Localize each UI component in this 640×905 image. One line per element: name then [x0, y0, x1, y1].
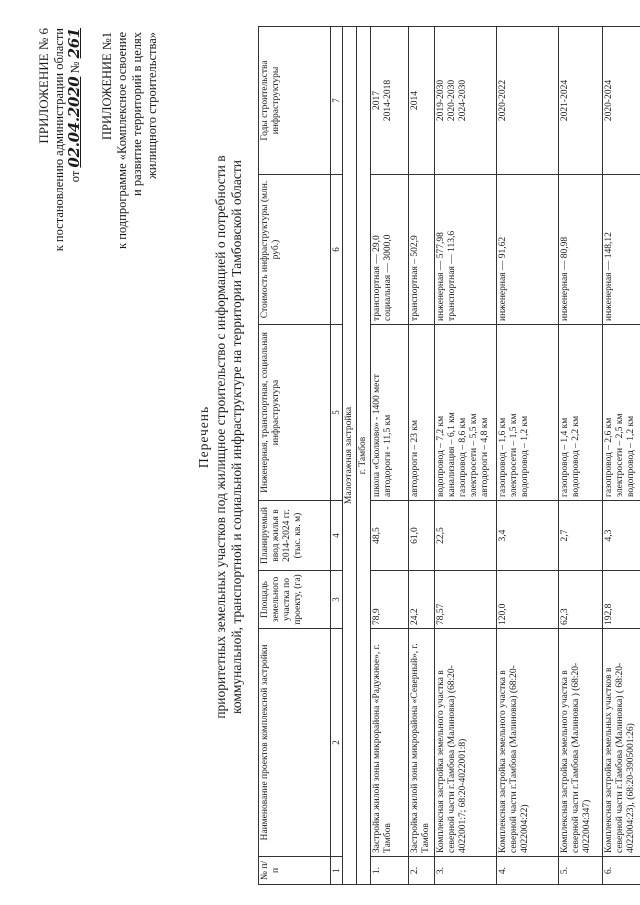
- header-row: [259, 27, 331, 885]
- section-title: Малоэтажная застройка: [343, 27, 357, 885]
- housing-cell: [371, 501, 409, 571]
- column-number: 3: [331, 571, 343, 629]
- housing-cell: [435, 501, 497, 571]
- cell-line: канализация – 6,1 км: [447, 412, 457, 497]
- cell-line: 2,7: [560, 529, 570, 542]
- number-sign: №: [68, 61, 82, 74]
- housing-cell: [559, 501, 603, 571]
- cell-line: 2024-2030: [458, 79, 468, 122]
- row-number-cell: [371, 857, 409, 885]
- cell-line: водопровод – 7,2 км: [436, 415, 446, 497]
- years-cell: [497, 27, 559, 175]
- cost-cell: [371, 175, 409, 325]
- column-number: 2: [331, 629, 343, 857]
- years-cell: [603, 27, 640, 175]
- cell-line: инженерная — 148,12: [604, 232, 614, 321]
- subsection-row: [357, 27, 371, 885]
- header-cell: Площадь земельного участка по проекту, (га): [259, 571, 331, 629]
- area-cell: [559, 571, 603, 629]
- years-cell: [435, 27, 497, 175]
- cell-line: водопровод – 1,2 км: [520, 415, 530, 497]
- cell-line: 2020-2024: [604, 79, 614, 122]
- column-number-row: [331, 27, 343, 885]
- appendix-6-decree-line: к постановлению администрации области: [51, 28, 66, 252]
- cell-line: 22,5: [436, 527, 446, 544]
- cell-line: водопровод – 1,2 км: [626, 415, 636, 497]
- project-name-cell: [435, 629, 497, 857]
- header-cell: Наименование проектов комплексной застройки: [259, 629, 331, 857]
- title-line: приоритетных земельных участков под жилищное строительство с информацией о потребности в: [212, 155, 228, 719]
- cell-line: 2017: [372, 91, 382, 110]
- area-cell: [371, 571, 409, 629]
- appendix-1-line: к подпрограмме «Комплексное освоение: [115, 32, 129, 249]
- column-number: 5: [331, 325, 343, 501]
- infrastructure-cell: [371, 325, 409, 501]
- project-name-cell: [371, 629, 409, 857]
- cost-cell: [435, 175, 497, 325]
- table-row: [435, 27, 497, 885]
- handwritten-number: 261: [65, 28, 83, 59]
- table-row: [603, 27, 640, 885]
- cell-line: электросети – 2,5 км: [615, 413, 625, 497]
- header-cell: № п/п: [259, 857, 331, 885]
- cell-line: 1.: [372, 866, 382, 875]
- table-row: [409, 27, 435, 885]
- cell-line: 2019-2030: [436, 79, 446, 122]
- cell-line: 4.: [498, 866, 508, 875]
- appendix-1-block: [100, 32, 160, 249]
- column-number: 6: [331, 175, 343, 325]
- cell-line: 6.: [604, 866, 614, 875]
- cell-line: инженерная — 577,98: [436, 232, 446, 321]
- cost-cell: [497, 175, 559, 325]
- land-plots-table: [258, 26, 640, 885]
- cell-line: газопровод – 1,6 км: [498, 417, 508, 497]
- cell-line: газопровод – 1,4 км: [560, 417, 570, 497]
- project-name-cell: [409, 629, 435, 857]
- cell-line: 61,0: [410, 527, 420, 544]
- cell-line: инженерная — 80,98: [560, 236, 570, 321]
- cell-line: автодороги - 11,5 км: [383, 414, 393, 497]
- housing-cell: [497, 501, 559, 571]
- column-number: 4: [331, 501, 343, 571]
- cell-line: автодороги – 4,8 км: [480, 417, 490, 497]
- infrastructure-cell: [559, 325, 603, 501]
- cell-line: 78,57: [436, 603, 446, 625]
- housing-cell: [603, 501, 640, 571]
- cell-line: Застройка жилой зоны микрорайона «Северный», г. Тамбов: [410, 643, 431, 853]
- cell-line: 192,8: [604, 603, 614, 625]
- area-cell: [497, 571, 559, 629]
- infrastructure-cell: [603, 325, 640, 501]
- handwritten-date: 02.04.2020: [65, 76, 83, 168]
- date-prefix: от: [68, 170, 82, 183]
- cell-line: Застройка жилой зоны микрорайона «Радужное», г. Тамбов: [372, 644, 393, 853]
- table-row: [371, 27, 409, 885]
- cell-line: 3,4: [498, 529, 508, 542]
- title-word: Перечень: [196, 405, 211, 469]
- row-number-cell: [603, 857, 640, 885]
- cell-line: 78,9: [372, 608, 382, 625]
- cell-line: Комплексная застройка земельного участка в северной части г.Тамбова (Малиновка ) (68:20-4022004:347): [560, 662, 592, 853]
- cell-line: 62,3: [560, 608, 570, 625]
- years-cell: [371, 27, 409, 175]
- cell-line: 2020-2030: [447, 79, 457, 122]
- column-number: 7: [331, 27, 343, 175]
- project-name-cell: [559, 629, 603, 857]
- cell-line: 3.: [436, 866, 446, 875]
- cell-line: электросети – 1,5 км: [509, 413, 519, 497]
- area-cell: [435, 571, 497, 629]
- row-number-cell: [559, 857, 603, 885]
- title-line: коммунальной, транспортной и социальной инфраструктуре на территории Тамбовской области: [229, 159, 244, 715]
- cell-line: инженерная — 91,62: [498, 236, 508, 321]
- row-number-cell: [409, 857, 435, 885]
- cell-line: транспортная – 502,9: [410, 235, 420, 321]
- cell-line: водопровод – 2,2 км: [571, 415, 581, 497]
- cost-cell: [409, 175, 435, 325]
- table-row: [497, 27, 559, 885]
- row-number-cell: [497, 857, 559, 885]
- cost-cell: [603, 175, 640, 325]
- appendix-1-title: ПРИЛОЖЕНИЕ №1: [100, 32, 114, 141]
- column-number: 1: [331, 857, 343, 885]
- cell-line: электросети – 5,5 км: [469, 413, 479, 497]
- cell-line: газопровод – 2,6 км: [604, 417, 614, 497]
- cell-line: Комплексная застройка земельного участка в северной части г.Тамбова (Малиновка) (68:20-4022004:22): [498, 665, 530, 853]
- infrastructure-cell: [497, 325, 559, 501]
- cell-line: школа «Сколково» - 1400 мест: [372, 374, 382, 497]
- cell-line: автодороги – 23 км: [410, 419, 420, 497]
- appendix-1-line: жилищного строительства»: [145, 32, 159, 179]
- header-cell: Годы строительства инфраструктуры: [259, 27, 331, 175]
- housing-cell: [409, 501, 435, 571]
- cell-line: 4,3: [604, 529, 614, 542]
- cell-line: Комплексная застройка земельного участка в северной части г.Тамбова (Малиновка) (68:20-4022001:7; 68:20-4022001:8): [436, 665, 468, 853]
- cell-line: 2021-2024: [560, 79, 570, 122]
- appendix-6-block: [36, 28, 84, 251]
- row-number-cell: [435, 857, 497, 885]
- area-cell: [409, 571, 435, 629]
- cell-line: 48,5: [372, 527, 382, 544]
- cell-line: 5.: [560, 866, 570, 875]
- cell-line: транспортная — 29,0: [372, 235, 382, 321]
- header-cell: Планируемый ввод жилья в 2014-2024 гг. (тыс. кв. м): [259, 501, 331, 571]
- project-name-cell: [497, 629, 559, 857]
- cell-line: газопровод – 8,6 км: [458, 417, 468, 497]
- cell-line: 120,0: [498, 603, 508, 625]
- appendix-6-date-line: [67, 28, 84, 251]
- cell-line: транспортная — 113,6: [447, 230, 457, 321]
- subsection-title: г. Тамбов: [357, 27, 371, 885]
- cell-line: 24,2: [410, 608, 420, 625]
- cell-line: Комплексная застройка земельных участков в северной части г.Тамбова (Малиновка) ( 68:20-4022004:23), (68:20-3905001:26): [604, 662, 636, 853]
- area-cell: [603, 571, 640, 629]
- years-cell: [409, 27, 435, 175]
- section-row: [343, 27, 357, 885]
- document-title: [196, 17, 246, 857]
- header-cell: Инженерная, транспортная, социальная инфраструктура: [259, 325, 331, 501]
- cell-line: социальная — 3000,0: [383, 234, 393, 321]
- header-cell: Стоимость инфраструктуры (млн. руб.): [259, 175, 331, 325]
- cell-line: 2014-2018: [383, 79, 393, 122]
- appendix-6-title: ПРИЛОЖЕНИЕ № 6: [36, 28, 51, 144]
- years-cell: [559, 27, 603, 175]
- project-name-cell: [603, 629, 640, 857]
- cell-line: 2020-2022: [498, 79, 508, 122]
- cell-line: 2014: [410, 91, 420, 110]
- infrastructure-cell: [435, 325, 497, 501]
- appendix-1-line: и развитие территорий в целях: [130, 32, 144, 196]
- cost-cell: [559, 175, 603, 325]
- infrastructure-cell: [409, 325, 435, 501]
- cell-line: 2.: [410, 866, 420, 875]
- table-row: [559, 27, 603, 885]
